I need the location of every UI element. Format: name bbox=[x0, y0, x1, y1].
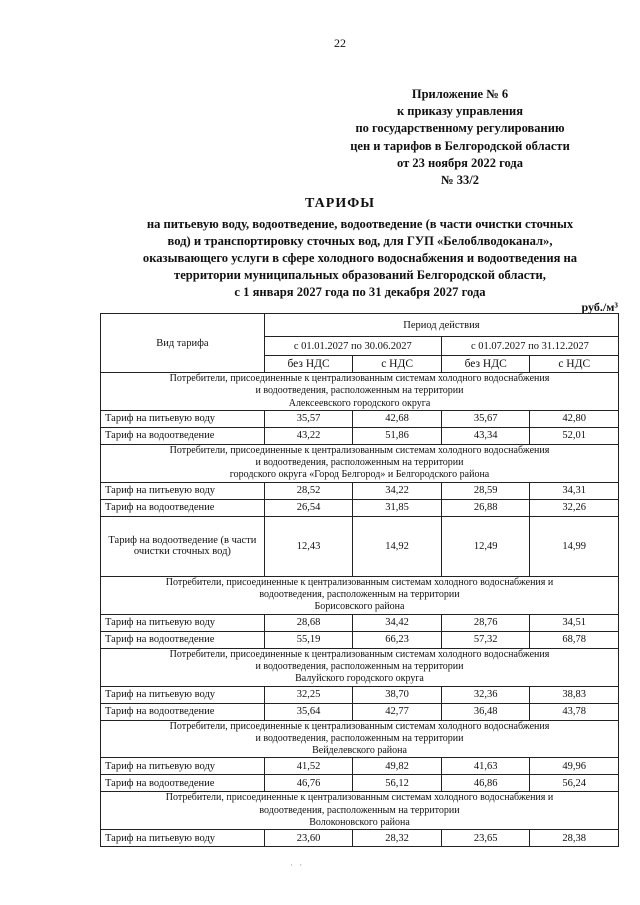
tariff-value: 41,63 bbox=[441, 758, 530, 775]
group-header-row bbox=[101, 720, 619, 758]
table-row bbox=[101, 830, 619, 847]
group-line: и водоотведения, расположенным на территории bbox=[255, 385, 464, 397]
tariff-value: 26,54 bbox=[264, 499, 353, 516]
tariff-value: 14,99 bbox=[530, 516, 619, 576]
subtitle-line: оказывающего услуги в сфере холодного водоснабжения и водоотведения на bbox=[142, 251, 578, 265]
header-no-vat: без НДС bbox=[441, 356, 530, 373]
header-period-2: с 01.07.2027 по 31.12.2027 bbox=[441, 337, 618, 356]
annex-header bbox=[300, 86, 620, 189]
tariff-type-label: Тариф на водоотведение bbox=[101, 499, 265, 516]
annex-line: по государственному регулированию bbox=[355, 121, 565, 136]
group-line: Алексеевского городского округа bbox=[288, 397, 431, 409]
group-line: и водоотведения, расположенным на территории bbox=[255, 660, 464, 672]
tariff-value: 57,32 bbox=[441, 631, 530, 648]
tariff-value: 28,68 bbox=[264, 614, 353, 631]
table-row bbox=[101, 427, 619, 444]
consumer-group-description bbox=[101, 373, 619, 411]
tariff-value: 34,51 bbox=[530, 614, 619, 631]
tariff-value: 28,59 bbox=[441, 482, 530, 499]
group-line: Потребители, присоединенные к централизованным системам холодного водоснабжения bbox=[169, 373, 550, 384]
annex-line: Приложение № 6 bbox=[411, 87, 509, 101]
tariff-value: 34,42 bbox=[353, 614, 442, 631]
annex-line: к приказу управления bbox=[396, 104, 524, 119]
header-period-1: с 01.01.2027 по 30.06.2027 bbox=[264, 337, 441, 356]
group-line: Потребители, присоединенные к централизованным системам холодного водоснабжения bbox=[169, 648, 550, 660]
tariff-value: 35,67 bbox=[441, 410, 530, 427]
annex-line: цен и тарифов в Белгородской области bbox=[350, 138, 570, 153]
consumer-group-description bbox=[101, 444, 619, 482]
tariff-value: 68,78 bbox=[530, 631, 619, 648]
tariff-value: 23,65 bbox=[441, 830, 530, 847]
tariff-value: 28,32 bbox=[353, 830, 442, 847]
table-row bbox=[101, 614, 619, 631]
group-line: Потребители, присоединенные к централизованным системам холодного водоснабжения bbox=[169, 720, 550, 732]
tariff-value: 31,85 bbox=[353, 499, 442, 516]
group-line: городского округа «Город Белгород» и Белгородского района bbox=[229, 469, 490, 481]
header-kind: Вид тарифа bbox=[101, 314, 265, 373]
tariff-value: 49,96 bbox=[530, 758, 619, 775]
tariff-type-label: Тариф на питьевую воду bbox=[101, 614, 265, 631]
group-line: водоотведения, расположенным на территории bbox=[259, 804, 460, 816]
table-row bbox=[101, 758, 619, 775]
tariff-value: 38,83 bbox=[530, 686, 619, 703]
tariff-value: 38,70 bbox=[353, 686, 442, 703]
tariff-value: 41,52 bbox=[264, 758, 353, 775]
tariff-value: 12,49 bbox=[441, 516, 530, 576]
consumer-group-description bbox=[101, 720, 619, 758]
tariff-value: 56,24 bbox=[530, 775, 619, 792]
annex-line: № 33/2 bbox=[441, 173, 479, 188]
tariff-type-label: Тариф на водоотведение bbox=[101, 427, 265, 444]
tariff-value: 42,80 bbox=[530, 410, 619, 427]
group-line: и водоотведения, расположенным на территории bbox=[255, 732, 464, 744]
group-line: Потребители, присоединенные к централизованным системам холодного водоснабжения и bbox=[165, 576, 554, 588]
tariff-value: 43,78 bbox=[530, 703, 619, 720]
tariff-value: 66,23 bbox=[353, 631, 442, 648]
table-row bbox=[101, 703, 619, 720]
group-header-row bbox=[101, 373, 619, 411]
consumer-group-description bbox=[101, 792, 619, 830]
group-line: Валуйского городского округа bbox=[295, 673, 424, 685]
group-line: Борисовского района bbox=[314, 601, 405, 613]
group-header-row bbox=[101, 648, 619, 686]
tariff-type-label: Тариф на водоотведение bbox=[101, 631, 265, 648]
header-period: Период действия bbox=[264, 314, 618, 337]
header-with-vat: с НДС bbox=[353, 356, 442, 373]
header-with-vat: с НДС bbox=[530, 356, 619, 373]
group-line: Волоконовского района bbox=[309, 817, 410, 829]
tariff-value: 56,12 bbox=[353, 775, 442, 792]
tariff-value: 42,68 bbox=[353, 410, 442, 427]
tariff-value: 49,82 bbox=[353, 758, 442, 775]
tariff-value: 43,22 bbox=[264, 427, 353, 444]
page-number: 22 bbox=[334, 36, 346, 50]
tariff-type-label: Тариф на водоотведение bbox=[101, 775, 265, 792]
tariff-value: 51,86 bbox=[353, 427, 442, 444]
table-row bbox=[101, 482, 619, 499]
tariff-value: 32,25 bbox=[264, 686, 353, 703]
header-no-vat: без НДС bbox=[264, 356, 353, 373]
tariff-value: 28,76 bbox=[441, 614, 530, 631]
tariff-value: 35,64 bbox=[264, 703, 353, 720]
unit-label: руб./м³ bbox=[581, 300, 618, 314]
group-header-row bbox=[101, 444, 619, 482]
tariff-value: 23,60 bbox=[264, 830, 353, 847]
tariff-value: 28,38 bbox=[530, 830, 619, 847]
consumer-group-description bbox=[101, 576, 619, 614]
tariff-value: 43,34 bbox=[441, 427, 530, 444]
table-row bbox=[101, 686, 619, 703]
subtitle-line: вод) и транспортировку сточных вод, для ГУП «Белоблводоканал», bbox=[167, 234, 553, 248]
tariff-value: 36,48 bbox=[441, 703, 530, 720]
group-line: Вейделевского района bbox=[312, 745, 407, 757]
subtitle-line: на питьевую воду, водоотведение, водоотведение (в части очистки сточных bbox=[146, 217, 574, 231]
table-row bbox=[101, 499, 619, 516]
group-line: водоотведения, расположенным на территории bbox=[259, 589, 460, 601]
tariff-value: 34,31 bbox=[530, 482, 619, 499]
table-row bbox=[101, 516, 619, 576]
group-header-row bbox=[101, 576, 619, 614]
tariff-value: 34,22 bbox=[353, 482, 442, 499]
document-title: ТАРИФЫ bbox=[305, 196, 375, 211]
tariff-value: 46,86 bbox=[441, 775, 530, 792]
tariff-table bbox=[100, 313, 619, 847]
tariff-value: 26,88 bbox=[441, 499, 530, 516]
group-line: Потребители, присоединенные к централизованным системам холодного водоснабжения и bbox=[165, 792, 554, 804]
tariff-value: 32,26 bbox=[530, 499, 619, 516]
group-line: и водоотведения, расположенным на территории bbox=[255, 457, 464, 469]
tariff-value: 12,43 bbox=[264, 516, 353, 576]
table-row bbox=[101, 631, 619, 648]
tariff-type-label: Тариф на питьевую воду bbox=[101, 758, 265, 775]
tariff-value: 55,19 bbox=[264, 631, 353, 648]
tariff-type-label: Тариф на питьевую воду bbox=[101, 830, 265, 847]
consumer-group-description bbox=[101, 648, 619, 686]
scan-artifact: · · bbox=[290, 860, 305, 870]
table-row bbox=[101, 410, 619, 427]
table-header-row bbox=[101, 314, 619, 337]
group-line: Потребители, присоединенные к централизованным системам холодного водоснабжения bbox=[169, 444, 550, 456]
annex-line: от 23 ноября 2022 года bbox=[397, 155, 523, 170]
table-row bbox=[101, 775, 619, 792]
tariff-value: 14,92 bbox=[353, 516, 442, 576]
tariff-type-label: Тариф на питьевую воду bbox=[101, 482, 265, 499]
tariff-type-label: Тариф на питьевую воду bbox=[101, 410, 265, 427]
tariff-value: 32,36 bbox=[441, 686, 530, 703]
tariff-type-label: Тариф на питьевую воду bbox=[101, 686, 265, 703]
document-subtitle bbox=[100, 216, 620, 301]
group-header-row bbox=[101, 792, 619, 830]
tariff-value: 52,01 bbox=[530, 427, 619, 444]
tariff-value: 46,76 bbox=[264, 775, 353, 792]
tariff-type-label: Тариф на водоотведение (в части очистки сточных вод) bbox=[101, 516, 265, 576]
tariff-type-label: Тариф на водоотведение bbox=[101, 703, 265, 720]
subtitle-line: территории муниципальных образований Белгородской области, bbox=[174, 268, 546, 282]
tariff-value: 28,52 bbox=[264, 482, 353, 499]
tariff-value: 35,57 bbox=[264, 410, 353, 427]
tariff-value: 42,77 bbox=[353, 703, 442, 720]
subtitle-line: с 1 января 2027 года по 31 декабря 2027 года bbox=[234, 285, 486, 299]
